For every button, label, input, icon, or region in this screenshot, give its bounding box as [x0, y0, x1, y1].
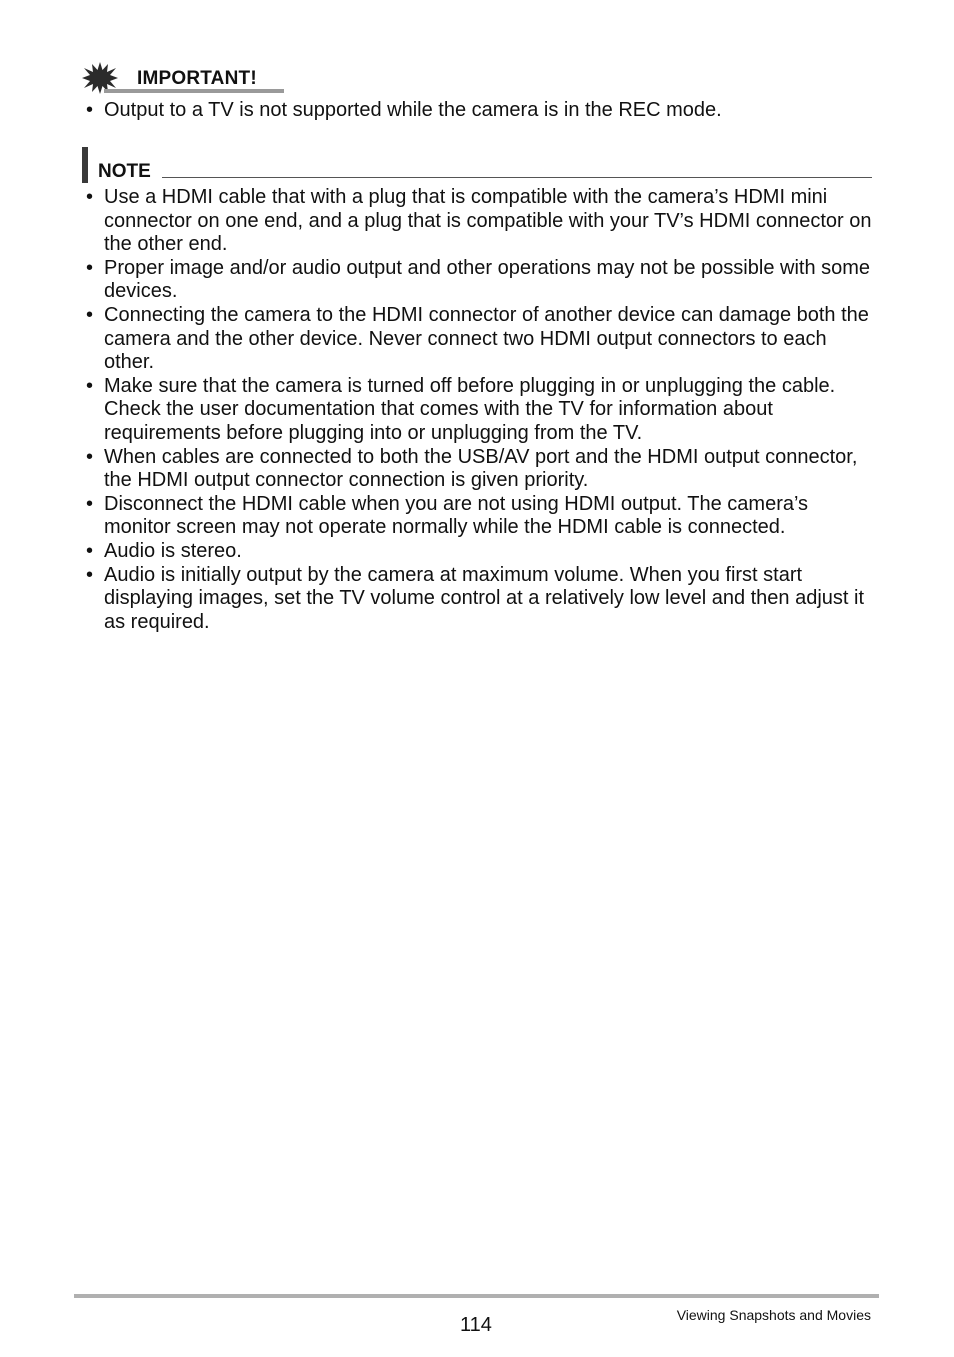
list-item: • Proper image and/or audio output and other operations may not be possible with some devices. [84, 257, 874, 304]
list-item: • Output to a TV is not supported while the camera is in the REC mode. [84, 99, 874, 123]
footer-rule [74, 1294, 879, 1298]
note-bar [82, 147, 88, 183]
list-item: • Audio is stereo. [84, 540, 874, 564]
section-title: Viewing Snapshots and Movies [676, 1307, 871, 1323]
page-number: 114 [460, 1314, 492, 1336]
important-underline [104, 89, 284, 93]
list-item: • Use a HDMI cable that with a plug that is compatible with the camera’s HDMI mini connector on one end, and a plug that is compatible with your TV’s HDMI connector on the other end. [84, 186, 874, 257]
note-header [82, 147, 872, 183]
note-list [84, 186, 874, 634]
important-list [84, 99, 874, 123]
important-label: IMPORTANT! [137, 68, 257, 89]
list-item: • Disconnect the HDMI cable when you are not using HDMI output. The camera’s monitor screen may not operate normally while the HDMI cable is connected. [84, 493, 874, 540]
list-item: • Audio is initially output by the camera at maximum volume. When you first start displaying images, set the TV volume control at a relatively low level and then adjust it as required. [84, 564, 874, 635]
list-item: • When cables are connected to both the USB/AV port and the HDMI output connector, the HDMI output connector connection is given priority. [84, 446, 874, 493]
list-item: • Make sure that the camera is turned off before plugging in or unplugging the cable. Check the user documentation that comes with the TV for information about requirements before plugging into or unplugging from the TV. [84, 375, 874, 446]
important-header [82, 62, 284, 94]
list-item: • Connecting the camera to the HDMI connector of another device can damage both the camera and the other device. Never connect two HDMI output connectors to each other. [84, 304, 874, 375]
note-label: NOTE [98, 161, 151, 182]
note-rule [162, 177, 872, 178]
